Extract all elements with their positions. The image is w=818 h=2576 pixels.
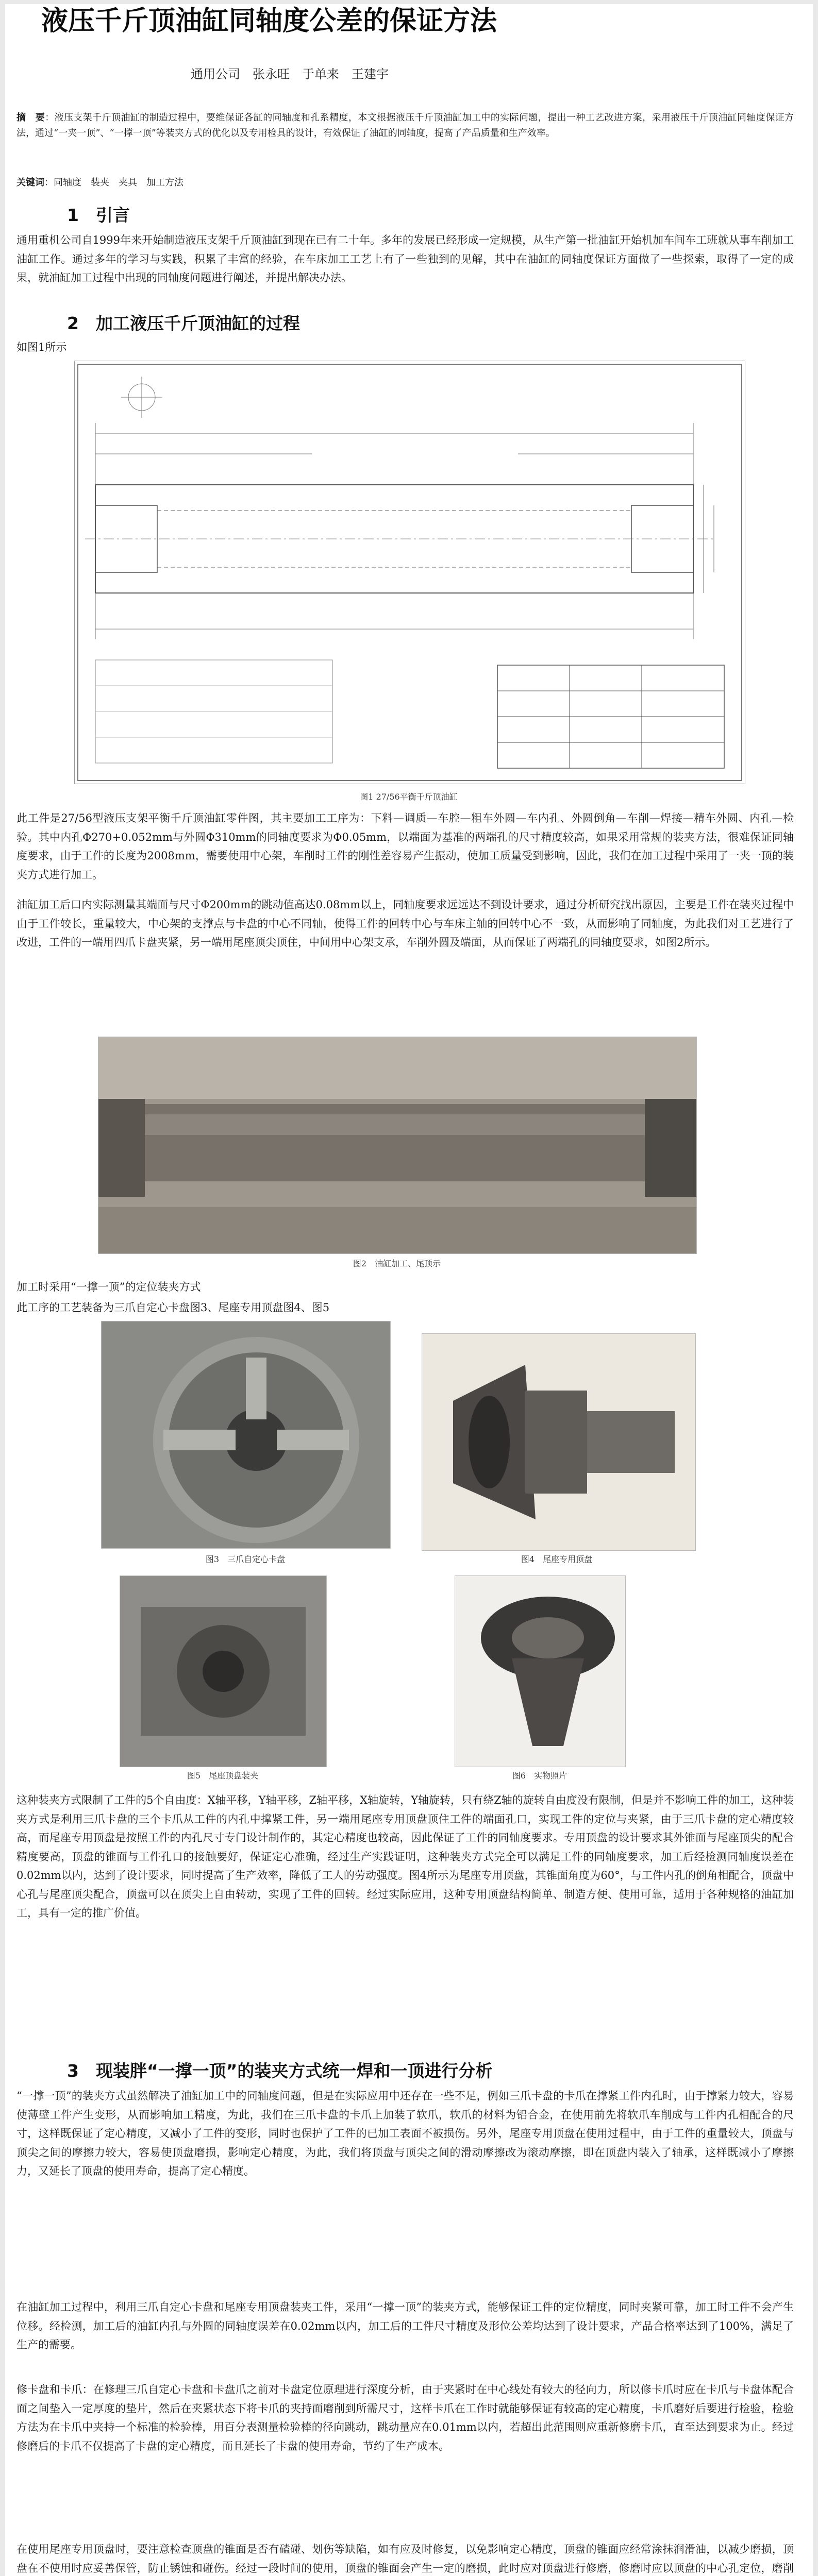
keywords-text: 同轴度 装夹 夹具 加工方法 <box>54 177 183 188</box>
document-page <box>5 4 813 2576</box>
paragraph: “一撑一顶”的装夹方式虽然解决了油缸加工中的同轴度问题，但是在实际应用中还存在一些不足，例如三爪卡盘的卡爪在撑紧工件内孔时，由于撑紧力较大，容易使薄壁工件产生变形，从而影响加工精度，为此，我们在三爪卡盘的卡爪上加装了软爪，软爪的材料为铝合金，在使用前先将软爪车削成与工件内孔相配合的尺寸，这样既保证了定心精度，又减小了工件的变形，同时也保护了工件的已加工表面不被损伤。另外，尾座专用顶盘在使用过程中，由于工件的重量较大，顶盘与顶尖之间的摩擦力较大，容易使顶盘磨损，影响定心精度，为此，我们将顶盘与顶尖之间的滑动摩擦改为滚动摩擦，即在顶盘内装入了轴承，这样既减小了摩擦力，又延长了顶盘的使用寿命，提高了定心精度。 <box>16 2090 794 2177</box>
figure-caption: 图1 27/56平衡千斤顶油缸 <box>360 792 458 802</box>
paragraph: 修卡盘和卡爪：在修理三爪自定心卡盘和卡盘爪之前对卡盘定位原理进行深度分析，由于夹紧时在中心线处有较大的径向力，所以修卡爪时应在卡爪与卡盘体配合面之间垫入一定厚度的垫片，然后在夹紧状态下将卡爪的夹持面磨削到所需尺寸，这样卡爪在工作时就能够保证有较高的定心精度，卡爪磨好后要进行检验，检验方法为在卡爪中夹持一个标准的检验棒，用百分表测量检验棒的径向跳动，跳动量应在0.01mm以内，若超出此范围则应重新修磨卡爪，直至达到要求为止。经过修磨后的卡爪不仅提高了卡盘的定心精度，而且延长了卡盘的使用寿命，节约了生产成本。 <box>16 2383 794 2452</box>
cone-part-photo <box>455 1575 626 1767</box>
figure-caption: 图2 油缸加工、尾顶示 <box>353 1259 441 1268</box>
heading-process: 2 加工液压千斤顶油缸的过程 <box>67 313 300 333</box>
paragraph: 这种装夹方式限制了工件的5个自由度：X轴平移，Y轴平移，Z轴平移，X轴旋转，Y轴旋转，只有绕Z轴的旋转自由度没有限制，但是并不影响工件的加工，这种装夹方式是利用三爪卡盘的三个卡爪从工件的内孔中撑紧工件，另一端用尾座专用顶盘顶住工件的端面孔口，实现工件的定位与夹紧，由于三爪卡盘的定心精度较高，而尾座专用顶盘是按照工件的内孔尺寸专门设计制作的，其定心精度也较高，因此保证了工件的同轴度要求。专用顶盘的设计要求其外锥面与尾座顶尖的配合精度要高，顶盘的锥面与工件孔口的接触要好，保证定心准确，经过生产实践证明，这种装夹方式完全可以满足工件的同轴度要求，加工后经检测同轴度误差在0.02mm以内，达到了设计要求，同时提高了生产效率，降低了工人的劳动强度。图4所示为尾座专用顶盘，其锥面角度为60°，与工件内孔的倒角相配合，顶盘中心孔与尾座顶尖配合，顶盘可以在顶尖上自由转动，实现了工件的回转。经过实际应用，这种专用顶盘结构简单、制造方便、使用可靠，适用于各种规格的油缸加工，具有一定的推广价值。 <box>16 1794 794 1919</box>
keywords-label: 关键词 <box>16 177 44 188</box>
authors: 通用公司 张永旺 于单来 王建宇 <box>191 67 389 81</box>
paragraph: 在油缸加工过程中，利用三爪自定心卡盘和尾座专用顶盘装夹工件，采用“一撑一顶”的装夹方式，能够保证工件的定位精度，同时夹紧可靠，加工时工件不会产生位移。经检测，加工后的油缸内孔与外圆的同轴度误差在0.02mm以内，加工后的工件尺寸精度及形位公差均达到了设计要求，产品合格率达到了100%，满足了生产的需要。 <box>16 2301 794 2351</box>
tailstock-center-photo <box>422 1333 696 1551</box>
keywords: 关键词：同轴度 装夹 夹具 加工方法 <box>16 177 183 188</box>
abstract: 摘 要：液压支架千斤顶油缸的制造过程中，要维保证各缸的同轴度和孔系精度，本文根据液压千斤顶油缸加工中的实际问题，提出一种工艺改进方案，采用液压千斤顶油缸同轴度保证方法，通过“一夹一顶”、“一撑一顶”等装夹方式的优化以及专用检具的设计，有效保证了油缸的同轴度，提高了产品质量和生产效率。 <box>16 112 794 139</box>
paragraph: 此工序的工艺装备为三爪自定心卡盘图3、尾座专用顶盘图4、图5 <box>16 1301 330 1314</box>
paragraph: 此工件是27/56型液压支架平衡千斤顶油缸零件图，其主要加工工序为：下料—调质—车腔—粗车外圆—车内孔、外圆倒角—车削—焊接—精车外圆、内孔—检验。其中内孔Φ270+0.052mm与外圆Φ310mm的同轴度要求为Φ0.05mm，以端面为基准的两端孔的尺寸精度较高，如果采用常规的装夹方法，很难保证同轴度要求，由于工件的长度为2008mm，需要使用中心架，车削时工件的刚性差容易产生振动，使加工质量受到影响，因此，我们在加工过程中采用了一夹一顶的装夹方式进行加工。 <box>16 812 794 881</box>
figure-caption: 图3 三爪自定心卡盘 <box>205 1554 286 1564</box>
figure-caption: 图4 尾座专用顶盘 <box>521 1554 593 1564</box>
heading-introduction: 1 引言 <box>67 205 130 225</box>
paragraph: 通用重机公司自1999年来开始制造液压支架千斤顶油缸到现在已有二十年。多年的发展已经形成一定规模，从生产第一批油缸开始机加车间车工班就从事车削加工油缸工作。通过多年的学习与实践，积累了丰富的经验，在车床加工工艺上有了一些独到的见解，其中在油缸的同轴度保证方面做了一些探索，取得了一定的成果，就油缸加工过程中出现的同轴度问题进行阐述，并提出解决办法。 <box>16 234 794 284</box>
figure-caption: 图6 实物照片 <box>512 1771 567 1781</box>
paragraph: 如图1所示 <box>16 341 67 353</box>
paragraph: 油缸加工后口内实际测量其端面与尺寸Φ200mm的跳动值高达0.08mm以上，同轴度要求远远达不到设计要求，通过分析研究找出原因，主要是工件在装夹过程中由于工件较长，重量较大，中心架的支撑点与卡盘的中心不同轴，使得工件的回转中心与车床主轴的回转中心不一致，从而影响了同轴度，为此我们对工艺进行了改进，工件的一端用四爪卡盘夹紧，另一端用尾座顶尖顶住，中间用中心架支承，车削外圆及端面，从而保证了两端孔的同轴度要求，如图2所示。 <box>16 899 794 948</box>
engineering-drawing <box>74 361 745 784</box>
paragraph: 在使用尾座专用顶盘时，要注意检查顶盘的锥面是否有磕碰、划伤等缺陷，如有应及时修复，以免影响定心精度，顶盘的锥面应经常涂抹润滑油，以减少磨损，顶盘在不使用时应妥善保管，防止锈蚀和碰伤。经过一段时间的使用，顶盘的锥面会产生一定的磨损，此时应对顶盘进行修磨，修磨时应以顶盘的中心孔定位，磨削 <box>16 2543 794 2574</box>
cylinder-photo <box>98 1037 697 1254</box>
abstract-text: 液压支架千斤顶油缸的制造过程中，要维保证各缸的同轴度和孔系精度，本文根据液压千斤顶油缸加工中的实际问题，提出一种工艺改进方案，采用液压千斤顶油缸同轴度保证方法，通过“一夹一顶”、“一撑一顶”等装夹方式的优化以及专用检具的设计，有效保证了油缸的同轴度，提高了产品质量和生产效率。 <box>16 112 794 139</box>
paragraph: 加工时采用“一撑一顶”的定位装夹方式 <box>16 1281 201 1293</box>
abstract-label: 摘 要 <box>16 112 45 123</box>
document-title: 液压千斤顶油缸同轴度公差的保证方法 <box>41 6 497 37</box>
figure-caption: 图5 尾座顶盘装夹 <box>187 1771 259 1781</box>
heading-clamping-analysis: 3 现装胖“一撑一顶”的装夹方式统一焊和一顶进行分析 <box>67 2061 493 2081</box>
fixture-photo <box>120 1575 327 1767</box>
chuck-photo <box>101 1321 391 1549</box>
